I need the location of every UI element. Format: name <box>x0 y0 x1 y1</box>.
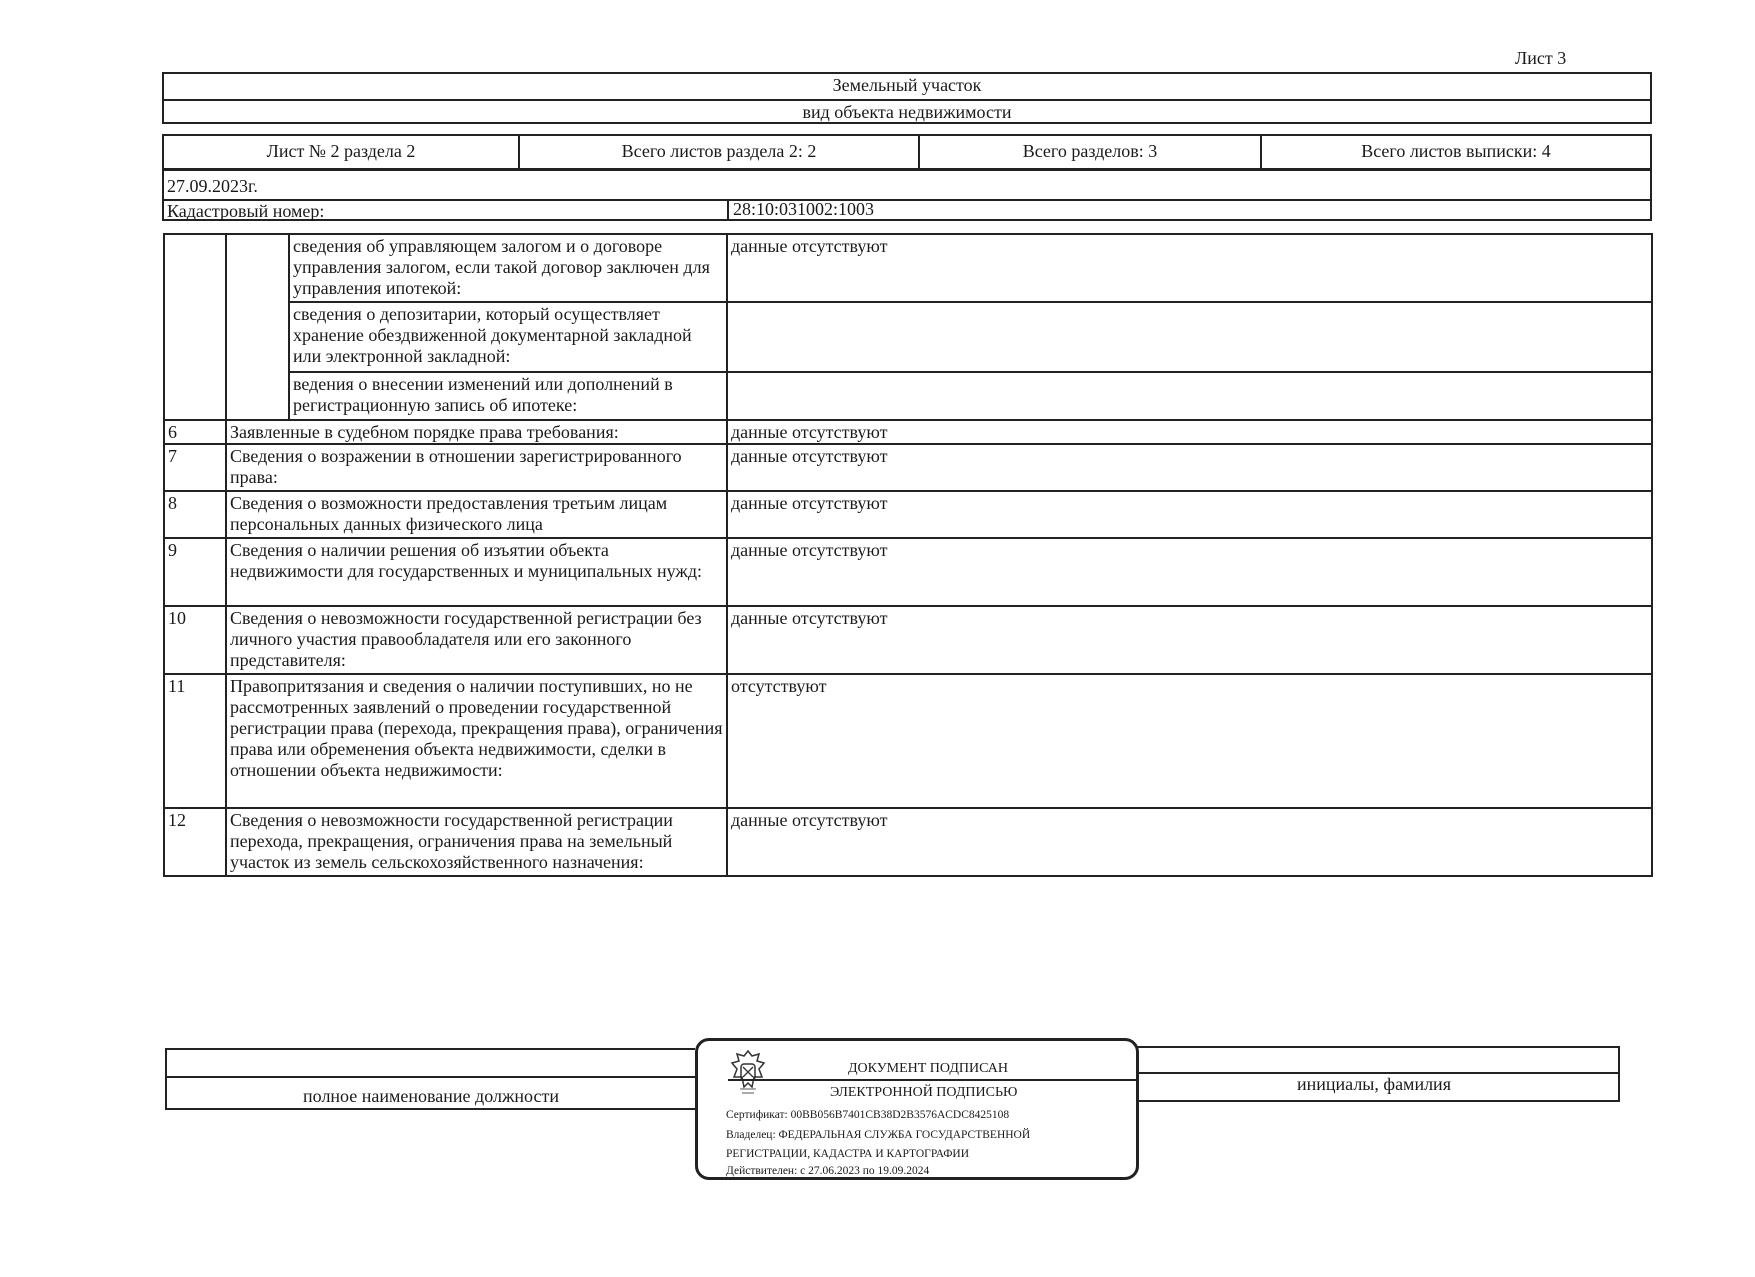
subrow-value: данные отсутствуют <box>727 234 1652 302</box>
position-caption: полное наименование должности <box>303 1086 559 1106</box>
encumbrance-table <box>163 233 1653 877</box>
object-type: Земельный участок <box>164 74 1650 101</box>
subrow-value <box>727 372 1652 420</box>
sheets-total: Всего листов выписки: 4 <box>1361 141 1551 161</box>
table-row <box>164 538 1652 606</box>
stamp-subtitle: ЭЛЕКТРОННОЙ ПОДПИСЬЮ <box>830 1085 1018 1100</box>
cadastral-label: Кадастровый номер: <box>167 201 325 221</box>
row-value: отсутствуют <box>727 674 1652 808</box>
table-row <box>164 234 1652 302</box>
subrow-label: сведения об управляющем залогом и о договоре управления залогом, если такой договор заключен для управления ипотекой: <box>289 234 727 302</box>
row-number: 10 <box>164 606 226 674</box>
sections-total: Всего разделов: 3 <box>920 136 1262 168</box>
emblem-icon <box>726 1047 770 1097</box>
table-row <box>164 491 1652 538</box>
sheets-in-section: Всего листов раздела 2: 2 <box>520 136 920 168</box>
row-label: Сведения о невозможности государственной регистрации без личного участия правообладателя или его законного представителя: <box>226 606 727 674</box>
subrow-label: ведения о внесении изменений или дополнений в регистрационную запись об ипотеке: <box>289 372 727 420</box>
row-value: данные отсутствуют <box>727 538 1652 606</box>
row-value: данные отсутствуют <box>727 444 1652 491</box>
row-value: данные отсутствуют <box>727 606 1652 674</box>
subrow-label: сведения о депозитарии, который осуществляет хранение обездвиженной документарной закладной или электронной закладной: <box>289 302 727 372</box>
stamp-title: ДОКУМЕНТ ПОДПИСАН <box>848 1061 1008 1076</box>
sheet-number: Лист 3 <box>1515 48 1567 68</box>
name-field <box>1130 1046 1620 1102</box>
row-value: данные отсутствуют <box>727 808 1652 876</box>
row-number: 9 <box>164 538 226 606</box>
row-label: Сведения о невозможности государственной регистрации перехода, прекращения, ограничения права на земельный участок из земель сельскохозяйственного назначения: <box>226 808 727 876</box>
object-type-header <box>162 72 1652 124</box>
date-cadastral-block <box>162 169 1652 221</box>
table-cell-empty <box>164 234 226 420</box>
name-caption: инициалы, фамилия <box>1297 1074 1451 1094</box>
cadastral-number: 28:10:031002:1003 <box>727 199 874 221</box>
sheet-of-section: Лист № 2 раздела 2 <box>164 136 520 168</box>
table-row <box>164 674 1652 808</box>
row-number: 12 <box>164 808 226 876</box>
object-type-caption: вид объекта недвижимости <box>802 102 1012 122</box>
subrow-value <box>727 302 1652 372</box>
row-number: 8 <box>164 491 226 538</box>
row-label: Сведения о возможности предоставления третьим лицам персональных данных физического лица <box>226 491 727 538</box>
row-value: данные отсутствуют <box>727 491 1652 538</box>
electronic-signature-stamp <box>695 1038 1139 1180</box>
row-label: Заявленные в судебном порядке права требования: <box>226 420 727 444</box>
table-row <box>164 606 1652 674</box>
table-row <box>164 372 1652 420</box>
stamp-validity: Действителен: с 27.06.2023 по 19.09.2024 <box>726 1165 930 1177</box>
row-label: Сведения о наличии решения об изъятии объекта недвижимости для государственных и муниципальных нужд: <box>226 538 727 606</box>
stamp-certificate: Сертификат: 00BB056B7401CB38D2B3576ACDC8425108 <box>726 1109 1010 1121</box>
table-row <box>164 302 1652 372</box>
stamp-owner-line1: Владелец: ФЕДЕРАЛЬНАЯ СЛУЖБА ГОСУДАРСТВЕННОЙ <box>726 1129 1031 1141</box>
sheet-info-row <box>162 134 1652 170</box>
row-value: данные отсутствуют <box>727 420 1652 444</box>
position-field <box>165 1048 695 1110</box>
stamp-owner-line2: РЕГИСТРАЦИИ, КАДАСТРА И КАРТОГРАФИИ <box>726 1148 970 1160</box>
table-cell-empty <box>226 234 289 420</box>
row-number: 7 <box>164 444 226 491</box>
row-label: Правопритязания и сведения о наличии поступивших, но не рассмотренных заявлений о проведении государственной регистрации права (перехода, прекращения права), ограничения права или обременения объекта недвижимости, сделки в отношении объекта недвижимости: <box>226 674 727 808</box>
table-row <box>164 420 1652 444</box>
row-number: 6 <box>164 420 226 444</box>
row-number: 11 <box>164 674 226 808</box>
row-label: Сведения о возражении в отношении зарегистрированного права: <box>226 444 727 491</box>
table-row <box>164 808 1652 876</box>
statement-date: 27.09.2023г. <box>164 171 1650 201</box>
table-row <box>164 444 1652 491</box>
